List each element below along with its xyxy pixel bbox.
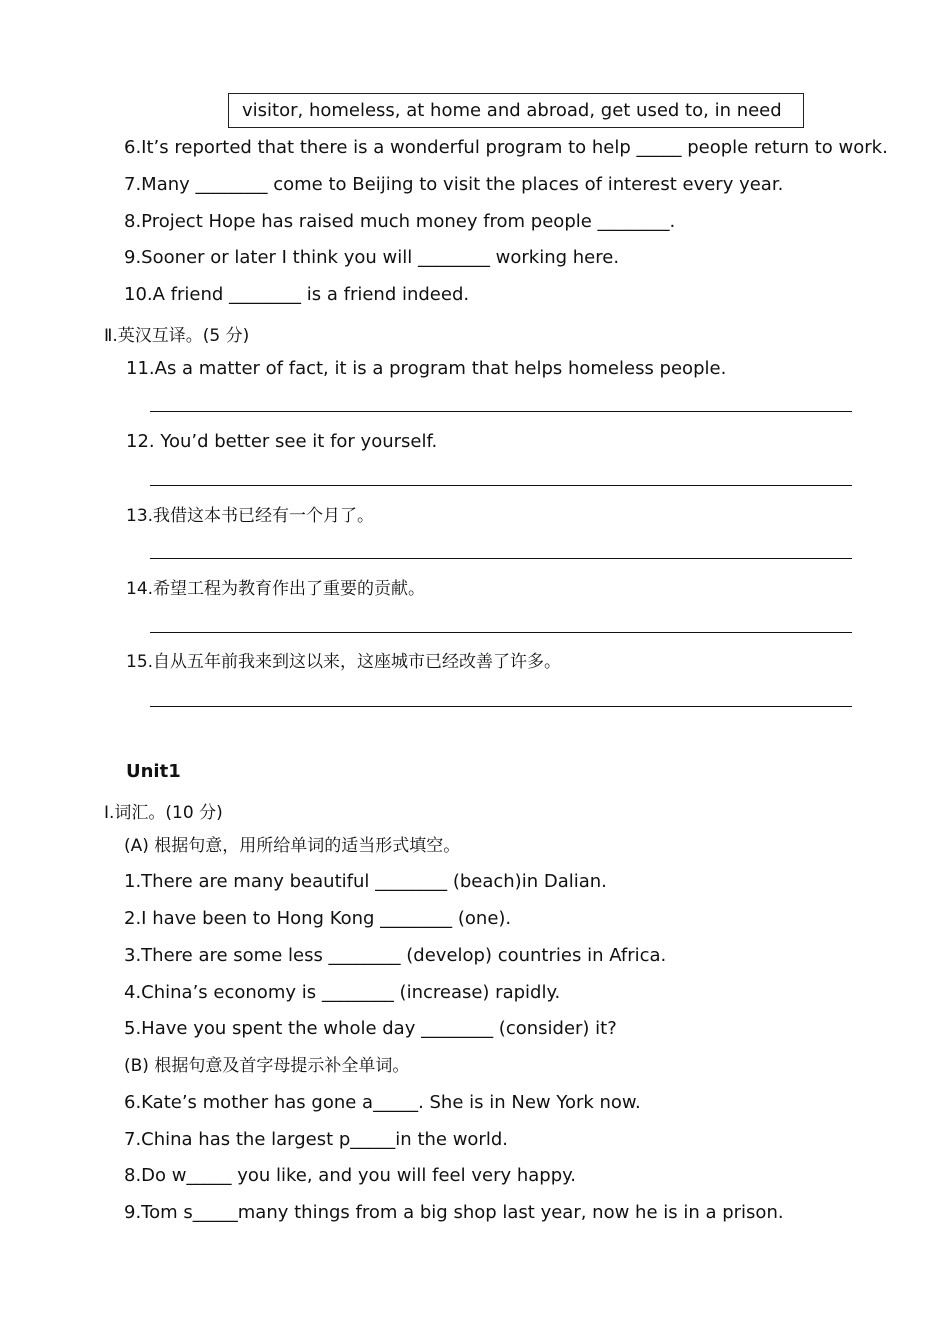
part-b-item-7: 7.China has the largest p_____in the world. — [124, 1129, 508, 1150]
fill-item-6: 6.It’s reported that there is a wonderful program to help _____ people return to work. — [124, 137, 888, 158]
answer-line[interactable] — [150, 706, 852, 707]
part-a-item-1: 1.There are many beautiful ________ (beach)in Dalian. — [124, 871, 607, 892]
fill-item-8: 8.Project Hope has raised much money from people ________. — [124, 211, 676, 232]
part-a-item-5: 5.Have you spent the whole day ________ (consider) it? — [124, 1018, 617, 1039]
fill-item-9: 9.Sooner or later I think you will ________ working here. — [124, 247, 620, 268]
part-b-item-9: 9.Tom s_____many things from a big shop last year, now he is in a prison. — [124, 1202, 784, 1223]
section-heading-translation: Ⅱ.英汉互译。(5 分) — [104, 326, 250, 346]
answer-line[interactable] — [150, 558, 852, 559]
answer-line[interactable] — [150, 411, 852, 412]
answer-line[interactable] — [150, 485, 852, 486]
part-b-item-6: 6.Kate’s mother has gone a_____. She is in New York now. — [124, 1092, 641, 1113]
part-a-instruction: (A) 根据句意，用所给单词的适当形式填空。 — [124, 836, 461, 856]
answer-line[interactable] — [150, 632, 852, 633]
word-bank-text: visitor, homeless, at home and abroad, get used to, in need — [242, 100, 782, 121]
section-heading-vocabulary: Ⅰ.词汇。(10 分) — [104, 803, 223, 823]
translate-item-12: 12. You’d better see it for yourself. — [126, 431, 438, 452]
part-b-item-8: 8.Do w_____ you like, and you will feel very happy. — [124, 1165, 576, 1186]
translate-item-11: 11.As a matter of fact, it is a program that helps homeless people. — [126, 358, 727, 379]
unit-title: Unit1 — [126, 761, 181, 782]
fill-item-10: 10.A friend ________ is a friend indeed. — [124, 284, 470, 305]
word-bank-box — [228, 93, 804, 128]
translate-item-15: 15.自从五年前我来到这以来，这座城市已经改善了许多。 — [126, 652, 562, 672]
part-b-instruction: (B) 根据句意及首字母提示补全单词。 — [124, 1056, 410, 1076]
part-a-item-3: 3.There are some less ________ (develop) countries in Africa. — [124, 945, 667, 966]
part-a-item-4: 4.China’s economy is ________ (increase) rapidly. — [124, 982, 561, 1003]
fill-item-7: 7.Many ________ come to Beijing to visit the places of interest every year. — [124, 174, 784, 195]
part-a-item-2: 2.I have been to Hong Kong ________ (one). — [124, 908, 512, 929]
translate-item-13: 13.我借这本书已经有一个月了。 — [126, 506, 375, 526]
translate-item-14: 14.希望工程为教育作出了重要的贡献。 — [126, 579, 426, 599]
